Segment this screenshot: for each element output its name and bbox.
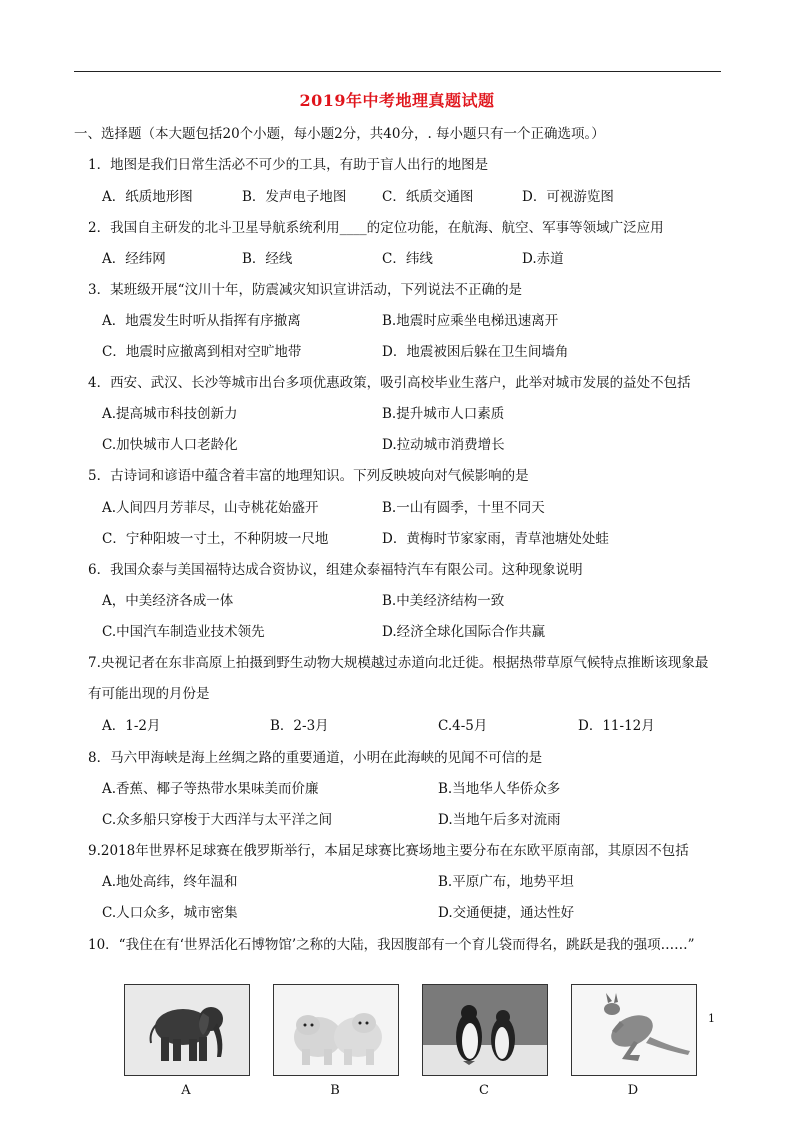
- q8-option-a[interactable]: A.香蕉、椰子等热带水果味美而价廉: [102, 781, 319, 797]
- q4-option-b[interactable]: B.提升城市人口素质: [382, 406, 505, 422]
- q9-option-a[interactable]: A.地处高纬，终年温和: [102, 874, 238, 890]
- q8-option-b[interactable]: B.当地华人华侨众多: [438, 781, 561, 797]
- q9-option-c[interactable]: C.人口众多，城市密集: [102, 905, 238, 921]
- polar-bear-image[interactable]: [273, 984, 399, 1076]
- caption-a: A: [181, 1083, 191, 1098]
- q3-option-a[interactable]: A．地震发生时听从指挥有序撤离: [102, 313, 301, 329]
- elephant-image[interactable]: [124, 984, 250, 1076]
- q6-option-d[interactable]: D.经济全球化国际合作共赢: [382, 624, 546, 640]
- q6-option-c[interactable]: C.中国汽车制造业技术领先: [102, 624, 265, 640]
- q4-option-a[interactable]: A.提高城市科技创新力: [102, 406, 238, 422]
- section-heading: 一、选择题（本大题包括20个小题，每小题2分，共40分，. 每小题只有一个正确选项。）: [74, 126, 605, 142]
- q2-option-a[interactable]: A．经纬网: [102, 251, 166, 267]
- q5-option-a[interactable]: A.人间四月芳菲尽，山寺桃花始盛开: [102, 500, 319, 516]
- question-3-stem: 3．某班级开展“汶川十年，防震减灾知识宣讲活动，下列说法不正确的是: [88, 282, 522, 298]
- question-9-stem: 9.2018年世界杯足球赛在俄罗斯举行，本届足球赛比赛场地主要分布在东欧平原南部，其原因不包括: [88, 843, 689, 859]
- page-number: 1: [708, 1012, 715, 1025]
- q9-option-d[interactable]: D.交通便捷，通达性好: [438, 905, 575, 921]
- q5-option-d[interactable]: D．黄梅时节家家雨，青草池塘处处蛙: [382, 531, 609, 547]
- q4-option-c[interactable]: C.加快城市人口老龄化: [102, 437, 238, 453]
- q3-option-c[interactable]: C．地震时应撤离到相对空旷地带: [102, 344, 302, 360]
- q8-option-c[interactable]: C.众多船只穿梭于大西洋与太平洋之间: [102, 812, 333, 828]
- q6-option-b[interactable]: B.中美经济结构一致: [382, 593, 505, 609]
- question-7-stem-cont: 有可能出现的月份是: [88, 686, 210, 702]
- header-rule: [74, 71, 721, 72]
- page-title: 2019年中考地理真题试题: [299, 91, 495, 110]
- q7-option-c[interactable]: C.4-5月: [438, 718, 488, 734]
- q6-option-a[interactable]: A，中美经济各成一体: [102, 593, 234, 609]
- q5-option-b[interactable]: B.一山有圆季，十里不同天: [382, 500, 545, 516]
- animal-pictures: [0, 984, 794, 1114]
- q5-option-c[interactable]: C．宁种阳坡一寸土，不种阴坡一尺地: [102, 531, 329, 547]
- question-6-stem: 6．我国众泰与美国福特达成合资协议，组建众泰福特汽车有限公司。这种现象说明: [88, 562, 583, 578]
- caption-c: C: [479, 1083, 489, 1098]
- penguin-image[interactable]: [422, 984, 548, 1076]
- caption-b: B: [330, 1083, 340, 1098]
- q9-option-b[interactable]: B.平原广布，地势平坦: [438, 874, 574, 890]
- q7-option-b[interactable]: B．2-3月: [270, 718, 329, 734]
- q3-option-d[interactable]: D．地震被困后躲在卫生间墙角: [382, 344, 569, 360]
- question-4-stem: 4．西安、武汉、长沙等城市出台多项优惠政策，吸引高校毕业生落户，此举对城市发展的益处不包括: [88, 375, 691, 391]
- q3-option-b[interactable]: B.地震时应乘坐电梯迅速离开: [382, 313, 559, 329]
- q1-option-a[interactable]: A．纸质地形图: [102, 189, 193, 205]
- q1-option-b[interactable]: B．发声电子地图: [242, 189, 347, 205]
- q2-option-c[interactable]: C．纬线: [382, 251, 433, 267]
- question-7-stem: 7.央视记者在东非高原上拍摄到野生动物大规模越过赤道向北迁徙。根据热带草原气候特点推断该现象最: [88, 655, 709, 671]
- question-8-stem: 8．马六甲海峡是海上丝绸之路的重要通道，小明在此海峡的见闻不可信的是: [88, 750, 543, 766]
- q1-option-d[interactable]: D．可视游览图: [522, 189, 614, 205]
- q4-option-d[interactable]: D.拉动城市消费增长: [382, 437, 505, 453]
- q2-option-b[interactable]: B．经线: [242, 251, 293, 267]
- question-5-stem: 5．古诗词和谚语中蕴含着丰富的地理知识。下列反映坡向对气候影响的是: [88, 468, 529, 484]
- q1-option-c[interactable]: C．纸质交通图: [382, 189, 474, 205]
- kangaroo-image[interactable]: [571, 984, 697, 1076]
- question-10-stem: 10．“我住在有‘世界活化石博物馆’之称的大陆，我因腹部有一个育儿袋而得名，跳跃是我的强项……”: [88, 937, 695, 953]
- q8-option-d[interactable]: D.当地午后多对流雨: [438, 812, 561, 828]
- question-1-stem: 1．地图是我们日常生活必不可少的工具，有助于盲人出行的地图是: [88, 157, 489, 173]
- caption-d: D: [627, 1083, 639, 1098]
- q2-option-d[interactable]: D.赤道: [522, 251, 564, 267]
- question-2-stem: 2．我国自主研发的北斗卫星导航系统利用____的定位功能，在航海、航空、军事等领域广泛应用: [88, 220, 664, 236]
- q7-option-d[interactable]: D．11-12月: [578, 718, 655, 734]
- q7-option-a[interactable]: A．1-2月: [102, 718, 161, 734]
